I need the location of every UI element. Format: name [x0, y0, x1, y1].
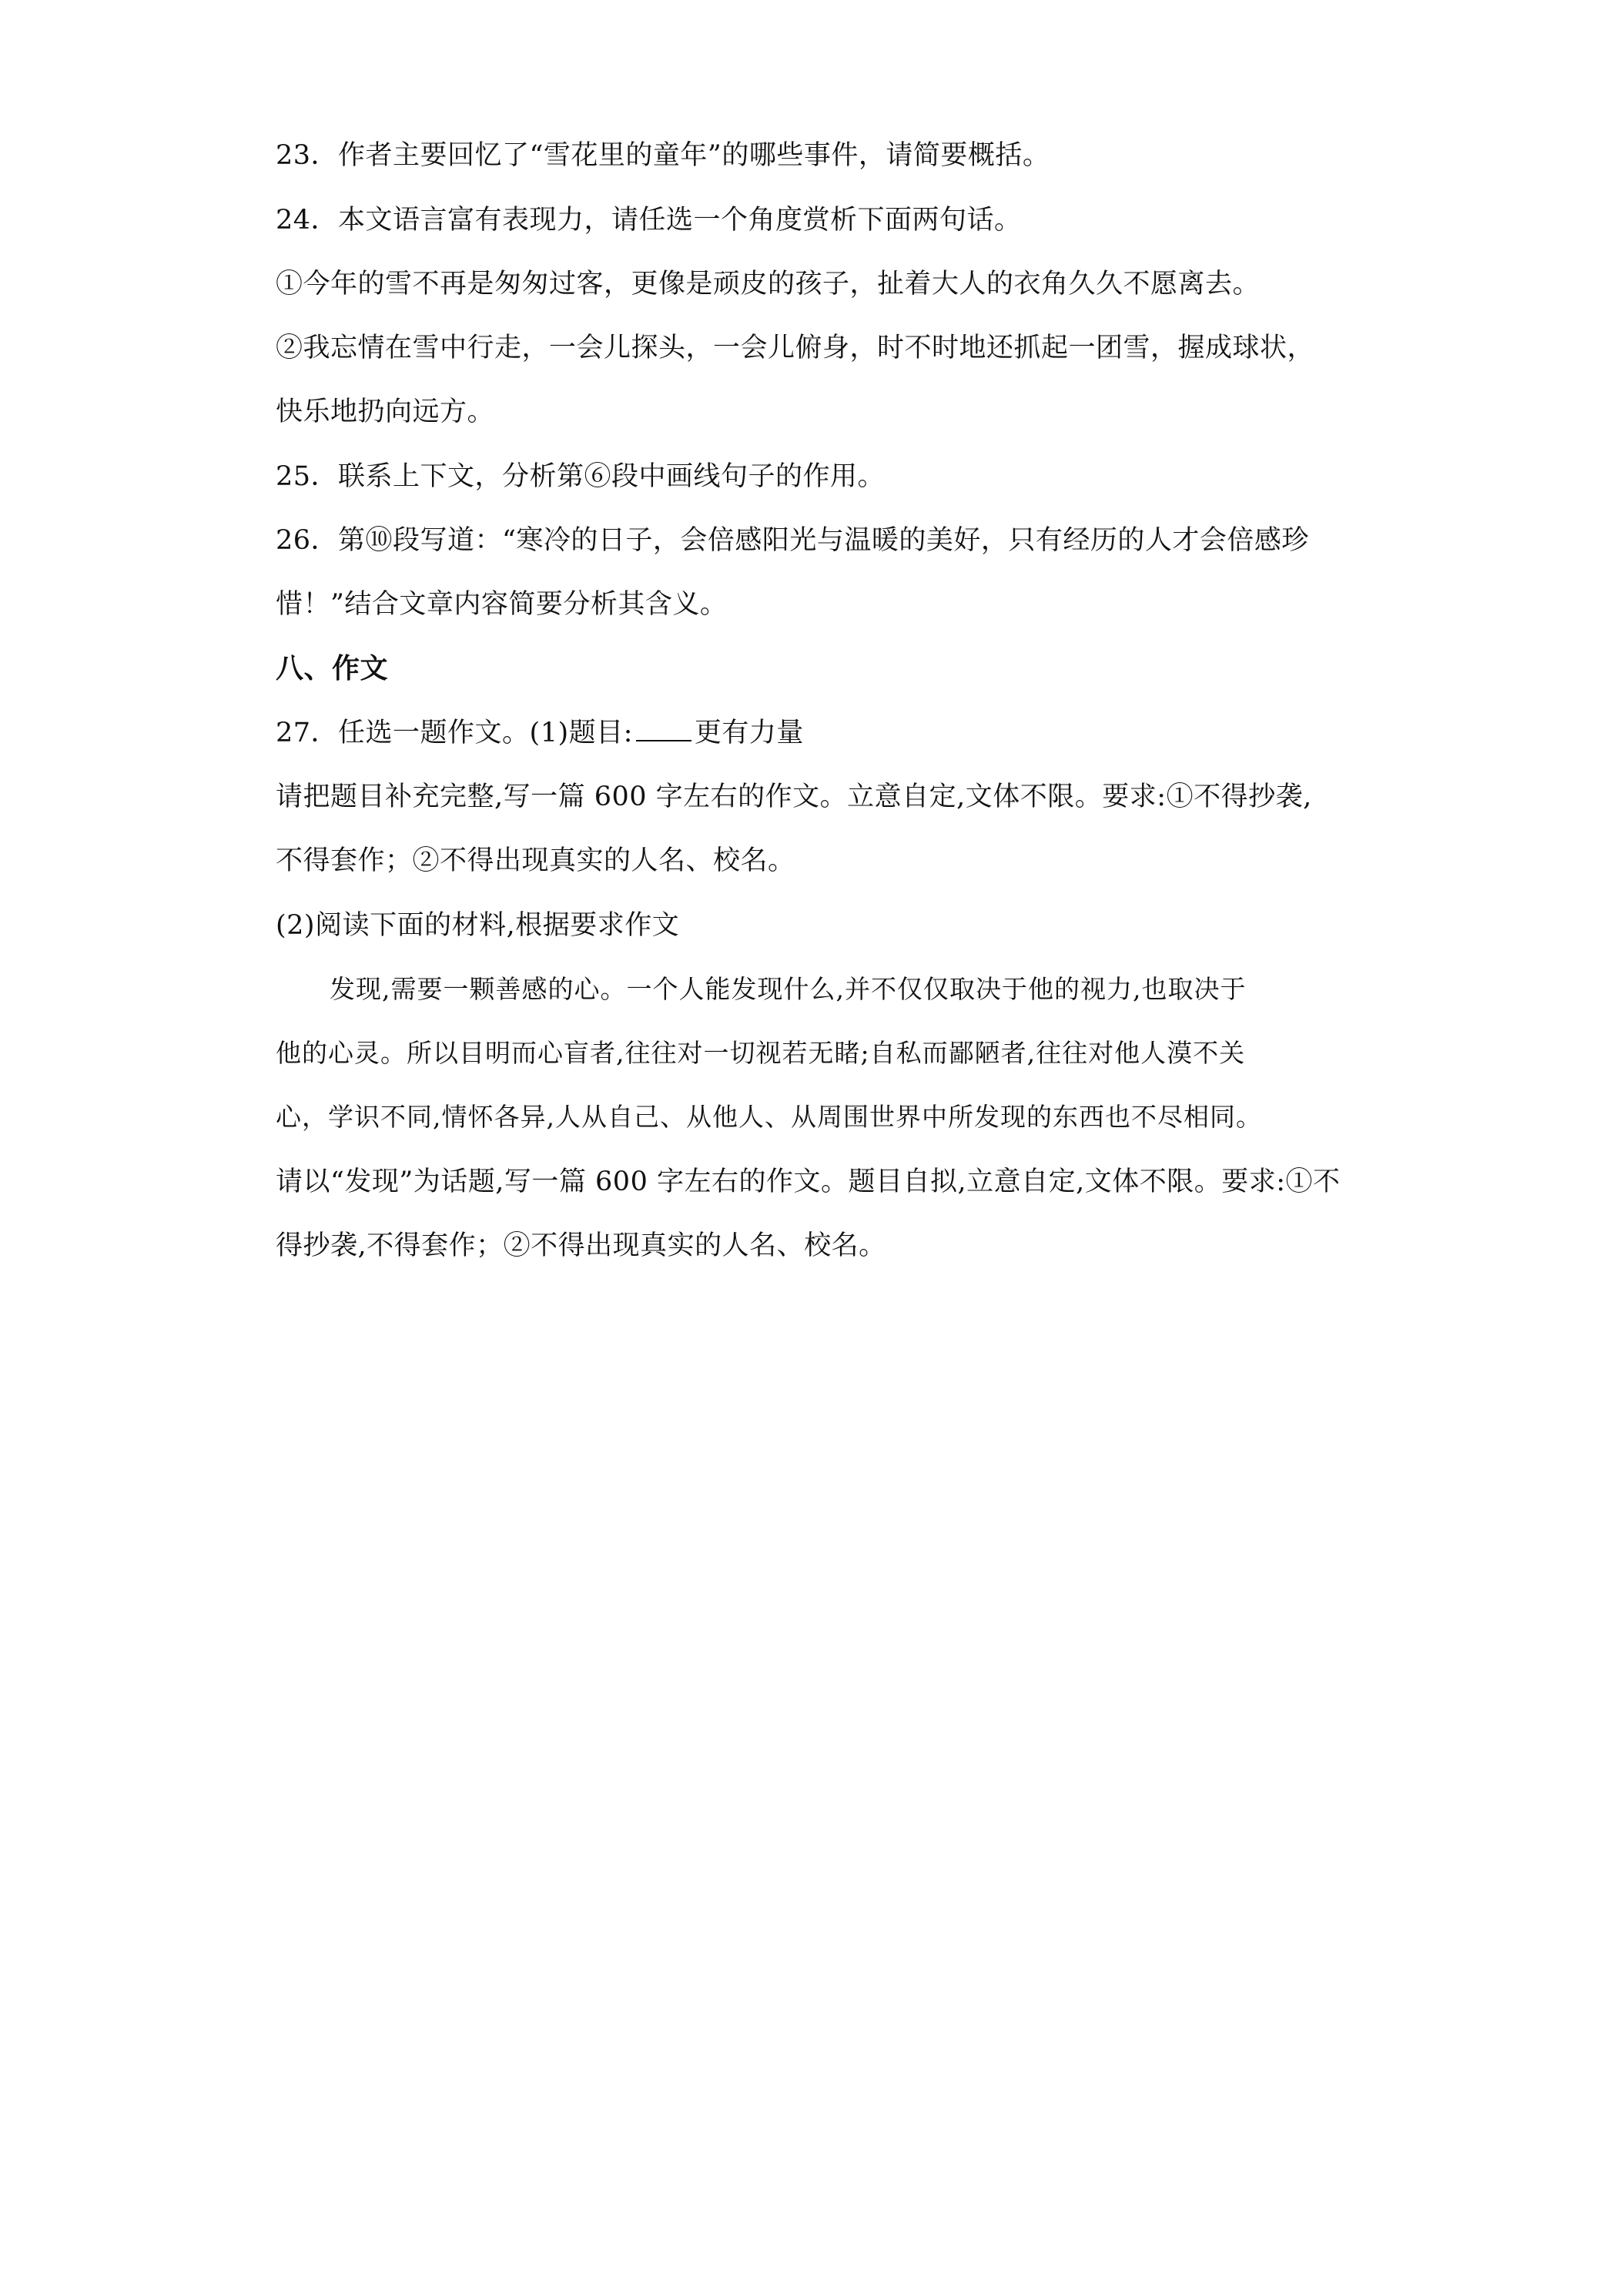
question-25: 25．联系上下文，分析第⑥段中画线句子的作用。 [276, 461, 886, 492]
option-1-requirements-line-2: 不得套作；②不得出现真实的人名、校名。 [276, 845, 795, 876]
material-line-1: 发现,需要一颗善感的心。一个人能发现什么,并不仅仅取决于他的视力,也取决于 [330, 974, 1247, 1004]
question-24-sentence-2-line-1: ②我忘情在雪中行走，一会儿探头，一会儿俯身，时不时地还抓起一团雪，握成球状， [276, 333, 1315, 363]
option-2-requirements-line-2: 得抄袭,不得套作；②不得出现真实的人名、校名。 [276, 1230, 886, 1261]
question-24-sentence-1: ①今年的雪不再是匆匆过客，更像是顽皮的孩子，扯着大人的衣角久久不愿离去。 [276, 269, 1261, 300]
material-line-2: 他的心灵。所以目明而心盲者,往往对一切视若无睹;自私而鄙陋者,往往对他人漠不关 [276, 1038, 1246, 1068]
question-26-line-2: 惜！”结合文章内容简要分析其含义。 [276, 589, 728, 620]
title-blank [636, 717, 691, 741]
question-27-suffix: 更有力量 [694, 718, 804, 748]
option-2-intro: (2)阅读下面的材料,根据要求作文 [276, 910, 680, 941]
question-27-title-line [276, 716, 804, 750]
option-2-requirements-line-1: 请以“发现”为话题,写一篇 600 字左右的作文。题目自拟,立意自定,文体不限。要求:①不 [276, 1166, 1341, 1197]
material-line-3: 心，学识不同,情怀各异,人从自己、从他人、从周围世界中所发现的东西也不尽相同。 [276, 1102, 1262, 1132]
question-24: 24．本文语言富有表现力，请任选一个角度赏析下面两句话。 [276, 205, 1022, 236]
question-27-prefix: 27．任选一题作文。(1)题目: [276, 718, 633, 748]
question-26-line-1: 26．第⑩段写道：“寒冷的日子，会倍感阳光与温暖的美好，只有经历的人才会倍感珍 [276, 525, 1309, 556]
section-heading-essay: 八、作文 [276, 652, 389, 684]
option-1-requirements-line-1: 请把题目补充完整,写一篇 600 字左右的作文。立意自定,文体不限。要求:①不得抄袭, [276, 782, 1312, 812]
question-24-sentence-2-line-2: 快乐地扔向远方。 [276, 397, 495, 427]
question-23: 23．作者主要回忆了“雪花里的童年”的哪些事件，请简要概括。 [276, 140, 1050, 171]
